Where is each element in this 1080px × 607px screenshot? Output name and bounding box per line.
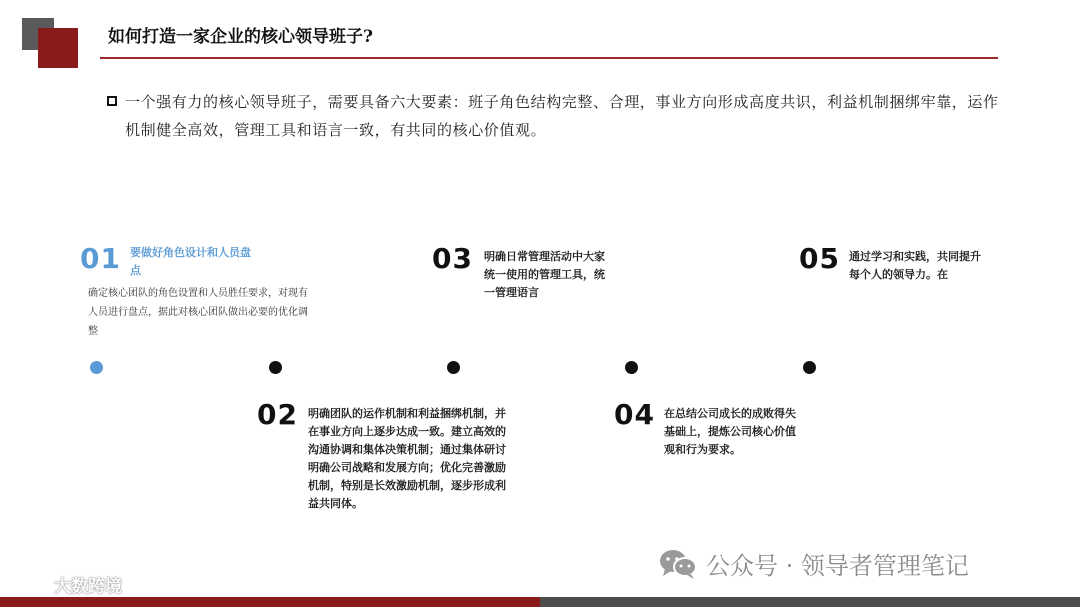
slide-title: 如何打造一家企业的核心领导班子? [108,27,373,47]
timeline-dot-04 [625,361,638,374]
logo-mark-icon [10,575,50,595]
step-text-01: 确定核心团队的角色设置和人员胜任要求，对现有人员进行盘点，据此对核心团队做出必要的优化调整 [88,288,308,337]
timeline-dot-01 [90,361,103,374]
bullet-square-icon [107,96,117,106]
step-text-03: 明确日常管理活动中大家统一使用的管理工具，统一管理语言 [484,250,605,299]
step-text-02: 明确团队的运作机制和利益捆绑机制，并在事业方向上逐步达成一致。建立高效的沟通协调和集体决策机制；通过集体研讨明确公司战略和发展方向；优化完善激励机制，特别是长效激励机制，逐步形成利益共同体。 [308,407,506,510]
step-number-04: 04 [614,398,655,431]
step-text-05: 通过学习和实践，共同提升每个人的领导力。在 [849,250,981,281]
decor-square-red [38,28,78,68]
step-number-01: 01 [80,242,121,275]
corner-watermark-label: 大数跨境 [54,577,122,597]
step-heading-01: 要做好角色设计和人员盘点 [130,246,251,277]
footer-bar-gray [540,597,1080,607]
step-number-02: 02 [257,398,298,431]
step-number-03: 03 [432,242,473,275]
intro-paragraph: 一个强有力的核心领导班子，需要具备六大要素：班子角色结构完整、合理，事业方向形成高度共识，利益机制捆绑牢靠，运作机制健全高效，管理工具和语言一致，有共同的核心价值观。 [125,93,999,139]
timeline-dot-05 [803,361,816,374]
timeline-dot-03 [447,361,460,374]
footer-bar-red [0,597,540,607]
title-divider [100,57,998,59]
step-number-05: 05 [799,242,840,275]
wechat-watermark [658,546,969,581]
timeline-dot-02 [269,361,282,374]
corner-watermark [10,572,122,597]
step-text-04: 在总结公司成长的成败得失基础上，提炼公司核心价值观和行为要求。 [664,407,796,456]
wechat-icon [658,548,698,580]
wechat-watermark-label: 公众号 · 领导者管理笔记 [706,552,969,580]
